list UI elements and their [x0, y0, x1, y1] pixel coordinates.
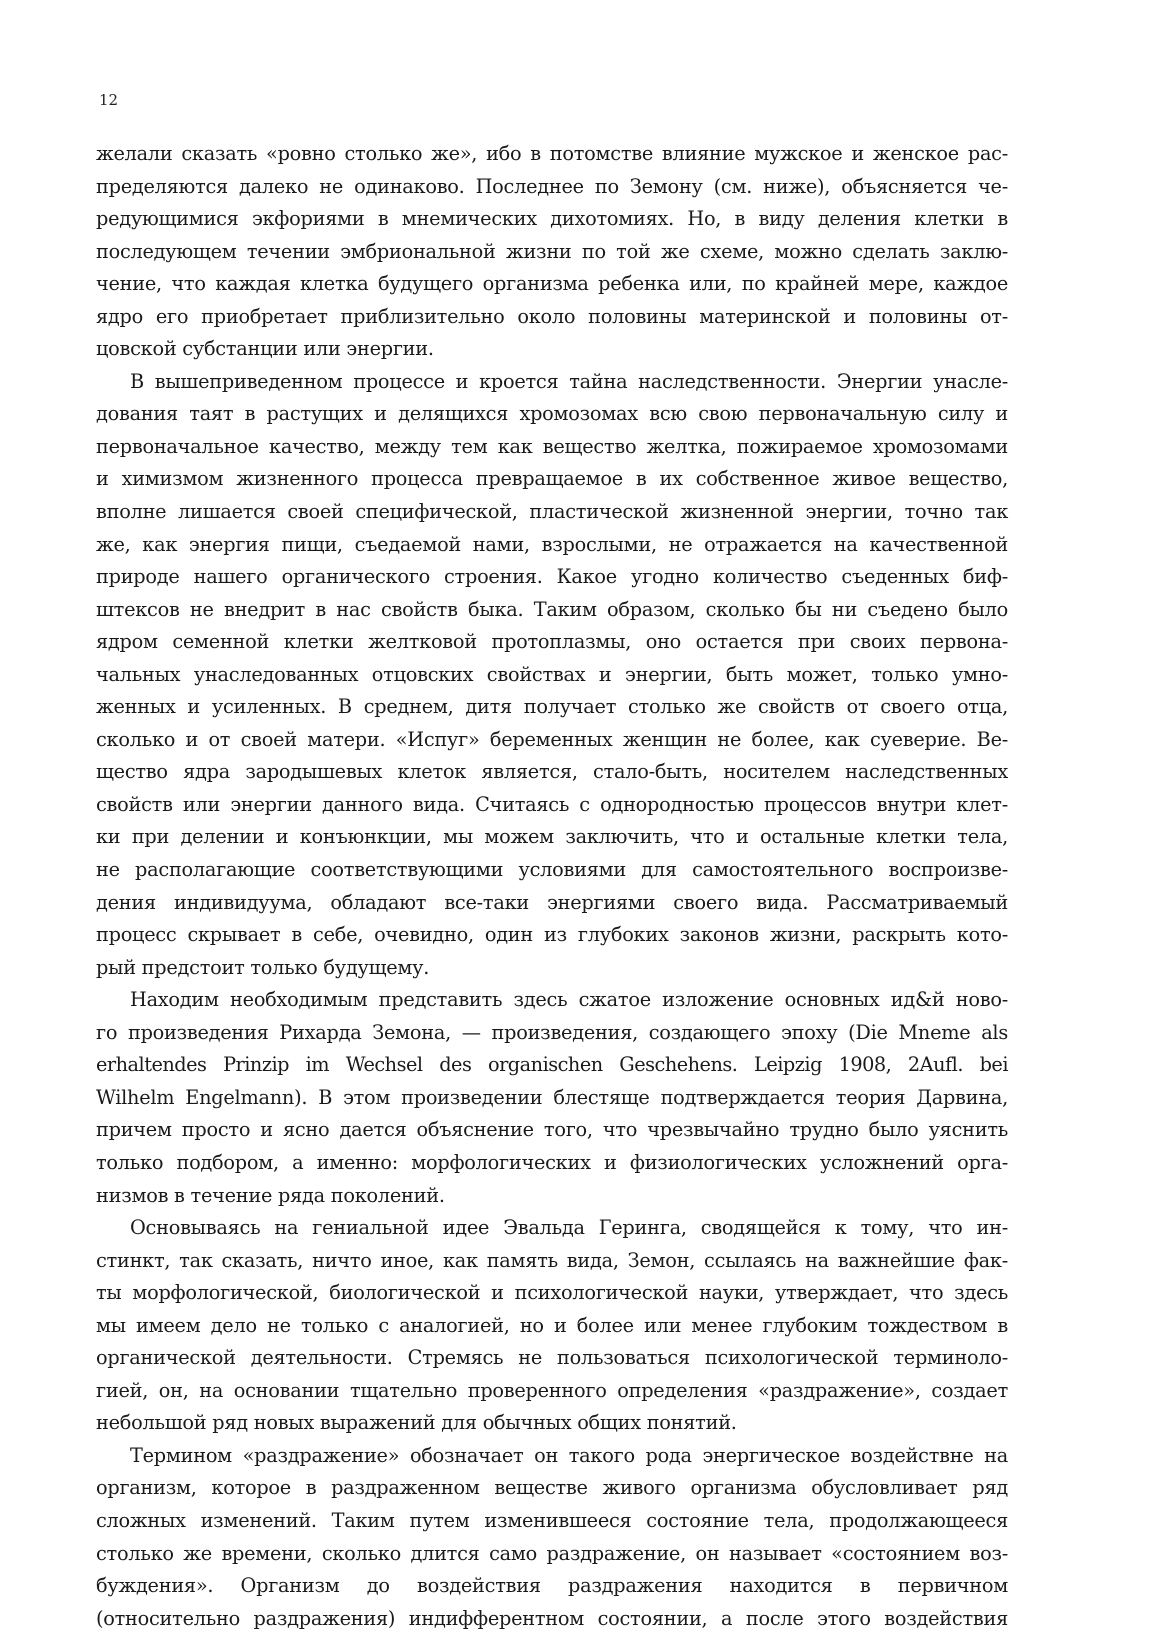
text-line: Основываясь на гениальной идее Эвальда Геринга, сводящейся к тому, что ин-: [130, 1216, 1008, 1240]
text-line: свойств или энергии данного вида. Считаясь с однородностью процессов внутри клет-: [96, 792, 1008, 816]
text-line: го произведения Рихарда Земона, — произведения, создающего эпоху (Die Mneme als: [96, 1020, 1008, 1044]
text-line: организм, которое в раздраженном веществе живого организма обусловливает ряд: [96, 1476, 1008, 1500]
text-line: только подбором, а именно: морфологических и физиологических усложнений орга-: [96, 1150, 1008, 1174]
text-line: чальных унаследованных отцовских свойствах и энергии, быть может, только умно-: [96, 662, 1008, 686]
text-line: столько же времени, сколько длится само раздражение, он называет «состоянием воз-: [96, 1541, 1008, 1565]
text-line: штексов не внедрит в нас свойств быка. Таким образом, сколько бы ни съедено было: [96, 597, 1008, 621]
text-line: ки при делении и конъюнкции, мы можем заключить, что и остальные клетки тела,: [96, 825, 1008, 849]
text-line: ядро его приобретает приблизительно около половины материнской и половины от-: [96, 304, 1008, 328]
text-line: желали сказать «ровно столько же», ибо в потомстве влияние мужское и женское рас-: [96, 142, 1008, 165]
text-line: процесс скрывает в себе, очевидно, один из глубоких законов жизни, раскрыть кото-: [96, 923, 1008, 947]
page-number: 12: [99, 91, 119, 109]
text-line: Термином «раздражение» обозначает он такого рода энергическое воздействне на: [130, 1443, 1008, 1467]
text-line: первоначальное качество, между тем как вещество желтка, пожираемое хромозомами: [96, 434, 1008, 458]
text-line: редующимися экфориями в мнемических дихотомиях. Но, в виду деления клетки в: [96, 207, 1008, 231]
text-line: цовской субстанции или энергии.: [96, 337, 434, 361]
text-line: пределяются далеко не одинаково. Последнее по Земону (см. ниже), объясняется че-: [96, 174, 1008, 198]
text-line: рый предстоит только будущему.: [96, 955, 430, 979]
text-line: природе нашего органического строения. Какое угодно количество съеденных биф-: [96, 565, 1008, 589]
text-line: вполне лишается своей специфической, пластической жизненной энергии, точно так: [96, 500, 1008, 524]
text-line: гией, он, на основании тщательно проверенного определения «раздражение», создает: [96, 1378, 1008, 1402]
text-line: низмов в течение ряда поколений.: [96, 1183, 445, 1207]
text-line: сколько и от своей матери. «Испуг» беременных женщин не более, как суеверие. Ве-: [96, 727, 1008, 751]
text-line: чение, что каждая клетка будущего организма ребенка или, по крайней мере, каждое: [96, 272, 1008, 296]
text-line: и химизмом жизненного процесса превращаемое в их собственное живое вещество,: [96, 467, 1008, 491]
text-line: женных и усиленных. В среднем, дитя получает столько же свойств от своего отца,: [96, 695, 1008, 719]
text-line: буждения». Организм до воздействия раздражения находится в первичном: [96, 1574, 1008, 1598]
text-line: не располагающие соответствующими условиями для самостоятельного воспроизве-: [96, 858, 1008, 882]
text-line: сложных изменений. Таким путем изменившееся состояние тела, продолжающееся: [96, 1508, 1008, 1532]
text-line: же, как энергия пищи, съедаемой нами, взрослыми, не отражается на качественной: [96, 532, 1008, 556]
text-line: причем просто и ясно дается объяснение того, что чрезвычайно трудно было уяснить: [96, 1118, 1008, 1142]
body-text: [96, 138, 1008, 1635]
text-line: последующем течении эмбриональной жизни по той же схеме, можно сделать заклю-: [96, 239, 1008, 263]
text-line: щество ядра зародышевых клеток является, стало-быть, носителем наследственных: [96, 760, 1008, 784]
text-line: erhaltendes Prinzip im Wechsel des organischen Geschehens. Leipzig 1908, 2Aufl. bei: [96, 1053, 1008, 1077]
text-line: стинкт, так сказать, ничто иное, как память вида, Земон, ссылаясь на важнейшие фак-: [96, 1248, 1008, 1272]
text-line: (относительно раздражения) индифферентном состоянии, а после этого воздействия: [96, 1606, 1008, 1630]
text-line: Wilhelm Engelmann). В этом произведении блестяще подтверждается теория Дарвина,: [96, 1085, 1008, 1109]
text-line: органической деятельности. Стремясь не пользоваться психологической терминоло-: [96, 1346, 1008, 1370]
text-line: дения индивидуума, обладают все-таки энергиями своего вида. Рассматриваемый: [96, 890, 1008, 914]
text-line: ядром семенной клетки желтковой протоплазмы, оно остается при своих первона-: [96, 630, 1008, 654]
text-line: В вышеприведенном процессе и кроется тайна наследственности. Энергии унасле-: [130, 369, 1008, 393]
text-line: Находим необходимым представить здесь сжатое изложение основных ид&й ново-: [130, 988, 1008, 1012]
text-line: ты морфологической, биологической и психологической науки, утверждает, что здесь: [96, 1281, 1008, 1305]
text-line: дования таят в растущих и делящихся хромозомах всю свою первоначальную силу и: [96, 402, 1008, 426]
text-line: небольшой ряд новых выражений для обычных общих понятий.: [96, 1411, 737, 1435]
text-line: мы имеем дело не только с аналогией, но и более или менее глубоким тождеством в: [96, 1313, 1008, 1337]
